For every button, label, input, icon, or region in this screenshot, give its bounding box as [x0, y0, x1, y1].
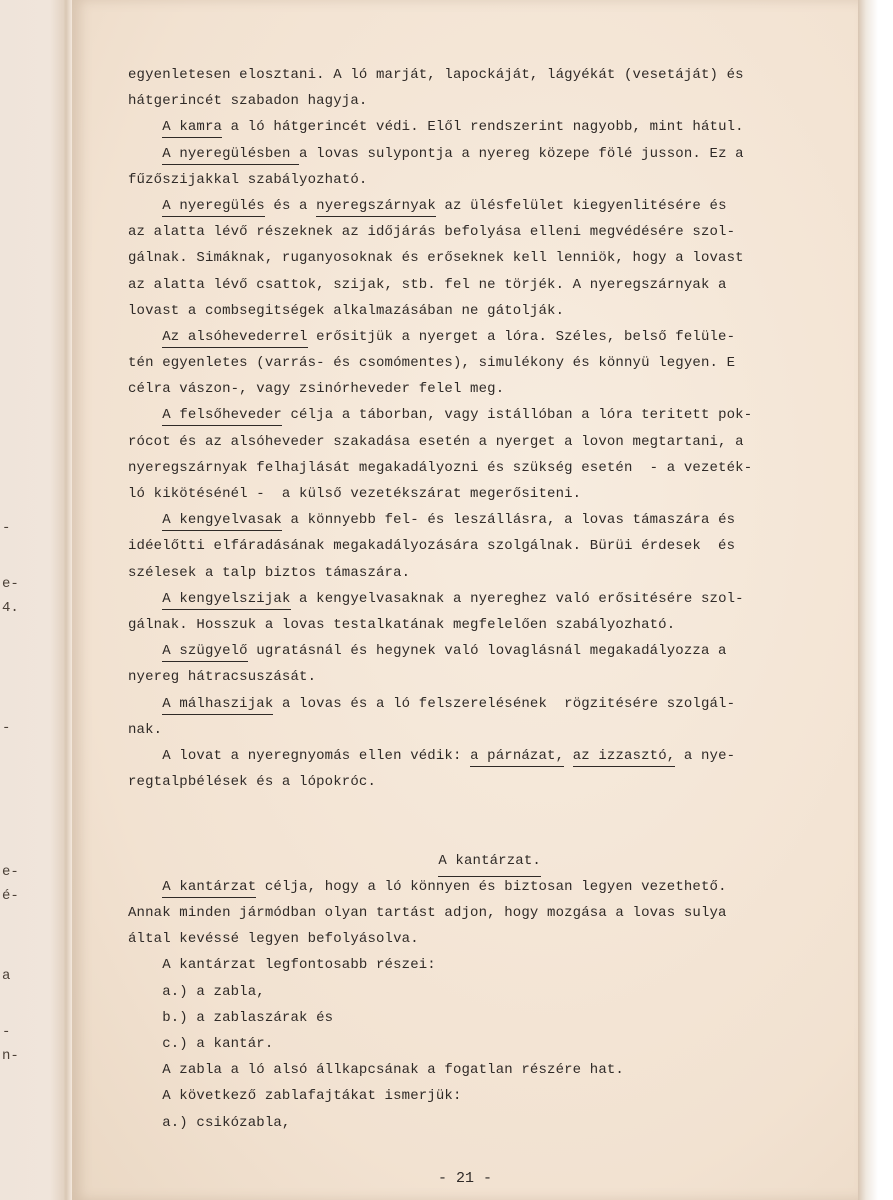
- text-run: [564, 748, 573, 764]
- text-line: [128, 245, 828, 271]
- text-run: ló kikötésénél - a külső vezetékszárat megerősiteni.: [128, 486, 582, 502]
- left-page-fragment: e-: [2, 864, 19, 880]
- text-line: [128, 114, 828, 140]
- text-line: [128, 926, 828, 952]
- text-run: [128, 146, 162, 162]
- text-run: gálnak. Simáknak, ruganyosoknak és erőseknek kell lenniök, hogy a lovast: [128, 250, 744, 267]
- text-run: [128, 329, 162, 345]
- left-page-fragment: a: [2, 968, 11, 984]
- text-line: [128, 507, 828, 533]
- text-run: célra vászon-, vagy zsinórheveder felel meg.: [128, 381, 505, 398]
- left-page-edge: [0, 0, 64, 1200]
- section-title: A kantárzat.: [438, 848, 541, 877]
- underlined-term: a párnázat,: [470, 748, 564, 767]
- text-run: c.) a kantár.: [128, 1035, 274, 1052]
- left-page-fragment: e-: [2, 576, 19, 592]
- text-line: [128, 350, 828, 376]
- text-line: [128, 88, 828, 114]
- text-run: az ülésfelület kiegyenlitésére és: [435, 197, 727, 214]
- page-number: - 21 -: [437, 1170, 492, 1187]
- text-line: [128, 429, 828, 455]
- text-run: nyereg hátracsuszását.: [128, 669, 317, 686]
- underlined-term: az izzasztó,: [573, 748, 676, 767]
- body-text: [128, 62, 828, 1136]
- text-run: Annak minden jármódban olyan tartást adjon, hogy mozgása a lovas sulya: [128, 905, 727, 921]
- text-line: [128, 1031, 828, 1057]
- document-page: [72, 0, 858, 1200]
- text-line: [128, 874, 828, 900]
- text-run: a ló hátgerincét védi. Elől rendszerint nagyobb, mint hátul.: [222, 119, 744, 136]
- text-line: [128, 769, 828, 795]
- text-line: [128, 1110, 828, 1136]
- text-line: [128, 272, 828, 298]
- text-run: a kengyelvasaknak a nyereghez való erősitésére szol-: [290, 590, 744, 607]
- underlined-term: A kengyelszijak: [162, 591, 290, 610]
- text-run: a lovas és a ló felszerelésének rögzitésére szolgál-: [273, 695, 736, 712]
- underlined-term: A kengyelvasak: [162, 512, 282, 531]
- text-line: [128, 612, 828, 638]
- text-run: A lovat a nyeregnyomás ellen védik:: [128, 747, 471, 764]
- text-run: a könnyebb fel- és leszállásra, a lovas támaszára és: [281, 512, 736, 529]
- underlined-term: A málhaszijak: [162, 696, 273, 715]
- left-page-fragment: é-: [2, 888, 19, 904]
- text-run: fűzőszijakkal szabályozható.: [128, 171, 368, 188]
- text-run: regtalpbélések és a lópokróc.: [128, 774, 376, 791]
- text-run: erősitjük a nyerget a lóra. Széles, belső felüle-: [307, 328, 736, 345]
- text-run: és a: [264, 197, 317, 214]
- text-run: [128, 407, 162, 423]
- text-line: [128, 1083, 828, 1109]
- text-line: [128, 638, 828, 664]
- text-run: ugratásnál és hegynek való lovaglásnál megakadályozza a: [247, 643, 727, 660]
- text-run: célja a táborban, vagy istállóban a lóra teritett pok-: [281, 407, 753, 424]
- text-line: [128, 167, 828, 193]
- left-page-fragment: -: [2, 1024, 11, 1040]
- bridle-paragraphs: [128, 874, 828, 1136]
- text-line: [128, 900, 828, 926]
- text-run: gálnak. Hosszuk a lovas testalkatának megfelelően szabályozható.: [128, 616, 676, 633]
- underlined-term: A kantárzat: [162, 879, 256, 898]
- text-line: [128, 717, 828, 743]
- underlined-term: Az alsóhevederrel: [162, 329, 307, 348]
- text-run: [128, 512, 162, 528]
- text-line: [128, 743, 828, 769]
- underlined-term: nyeregszárnyak: [316, 198, 436, 217]
- text-line: [128, 691, 828, 717]
- text-run: b.) a zablaszárak és: [128, 1009, 334, 1026]
- text-run: a nye-: [675, 747, 736, 764]
- text-line: [128, 324, 828, 350]
- text-run: A kantárzat legfontosabb részei:: [128, 957, 436, 974]
- text-line: [128, 402, 828, 428]
- text-run: az alatta lévő csattok, szijak, stb. fel ne törjék. A nyeregszárnyak a: [128, 276, 727, 293]
- section-title-row: [128, 821, 828, 869]
- text-run: rócot és az alsóheveder szakadása esetén a nyerget a lovon megtartani, a: [128, 433, 744, 450]
- text-run: a.) a zabla,: [128, 983, 265, 1000]
- text-run: [128, 198, 162, 214]
- text-run: [128, 119, 162, 135]
- text-line: [128, 298, 828, 324]
- text-run: által kevéssé legyen befolyásolva.: [128, 931, 419, 948]
- underlined-term: A kamra: [162, 119, 222, 138]
- text-run: tén egyenletes (varrás- és csomómentes), simulékony és könnyü legyen. E: [128, 355, 736, 372]
- text-line: [128, 219, 828, 245]
- text-run: idéelőtti elfáradásának megakadályozására szolgálnak. Bürüi érdesek és: [128, 538, 736, 555]
- left-page-fragment: n-: [2, 1048, 19, 1064]
- text-line: [128, 193, 828, 219]
- text-line: [128, 560, 828, 586]
- text-run: egyenletesen elosztani. A ló marját, lapockáját, lágyékát (vesetáját) és: [128, 67, 744, 83]
- underlined-term: A nyeregülés: [162, 198, 265, 217]
- text-line: [128, 455, 828, 481]
- text-run: [128, 643, 162, 659]
- text-line: [128, 533, 828, 559]
- text-line: [128, 1057, 828, 1083]
- left-page-fragment: 4.: [2, 600, 19, 616]
- text-line: [128, 586, 828, 612]
- text-run: nyeregszárnyak felhajlását megakadályozni és szükség esetén - a vezeték-: [128, 459, 753, 476]
- text-line: [128, 979, 828, 1005]
- text-run: szélesek a talp biztos támaszára.: [128, 564, 411, 581]
- text-run: a.) csikózabla,: [128, 1114, 291, 1131]
- underlined-term: A szügyelő: [162, 643, 248, 662]
- left-page-fragment: -: [2, 520, 11, 536]
- text-line: [128, 62, 828, 88]
- left-page-fragment: -: [2, 720, 11, 736]
- text-line: [128, 1005, 828, 1031]
- text-run: a lovas sulypontja a nyereg közepe fölé jusson. Ez a: [299, 145, 744, 162]
- text-run: az alatta lévő részeknek az időjárás befolyása elleni megvédésére szol-: [128, 224, 736, 241]
- saddle-paragraphs: [128, 62, 828, 795]
- text-run: A zabla a ló alsó állkapcsának a fogatlan részére hat.: [128, 1062, 624, 1079]
- underlined-term: A nyeregülésben: [162, 146, 299, 165]
- text-run: célja, hogy a ló könnyen és biztosan legyen vezethető.: [256, 878, 727, 895]
- text-run: nak.: [128, 721, 163, 738]
- text-run: hátgerincét szabadon hagyja.: [128, 93, 368, 110]
- right-page-edge: [858, 0, 893, 1200]
- text-line: [128, 376, 828, 402]
- text-line: [128, 481, 828, 507]
- text-line: [128, 664, 828, 690]
- text-run: A következő zablafajtákat ismerjük:: [128, 1088, 462, 1105]
- text-run: [128, 879, 162, 895]
- text-line: [128, 141, 828, 167]
- underlined-term: A felsőheveder: [162, 407, 282, 426]
- text-run: [128, 591, 162, 607]
- text-run: lovast a combsegitségek alkalmazásában ne gátolják.: [128, 302, 565, 319]
- text-run: [128, 696, 162, 712]
- text-line: [128, 952, 828, 978]
